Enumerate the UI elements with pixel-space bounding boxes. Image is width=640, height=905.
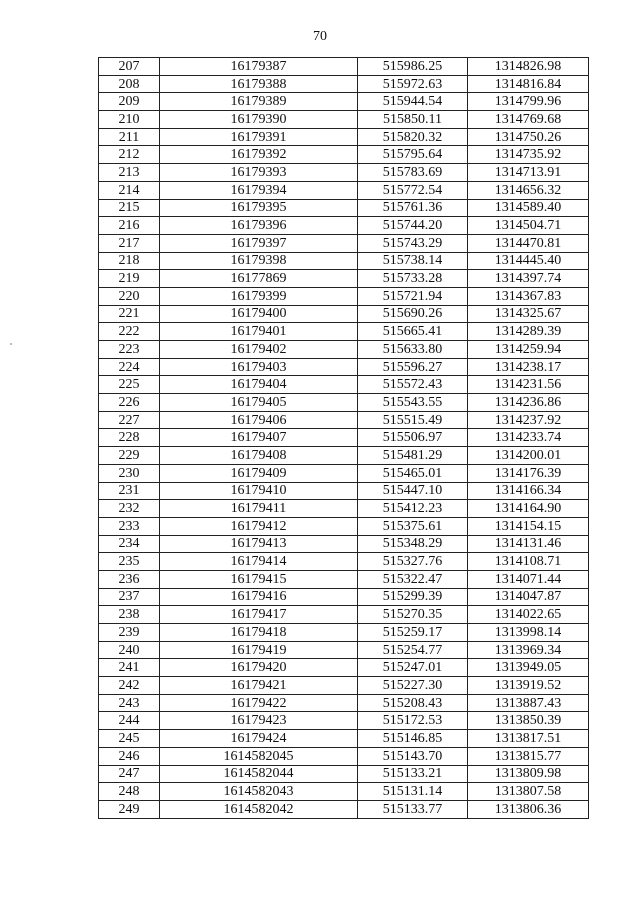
- row-index-cell: 249: [99, 800, 160, 818]
- y-coordinate-cell: 1314238.17: [468, 358, 589, 376]
- table-row: [99, 765, 589, 783]
- x-coordinate-cell: 515783.69: [358, 164, 468, 182]
- x-coordinate-cell: 515743.29: [358, 234, 468, 252]
- x-coordinate-cell: 515172.53: [358, 712, 468, 730]
- table-row: [99, 411, 589, 429]
- table-row: [99, 677, 589, 695]
- table-row: [99, 58, 589, 76]
- x-coordinate-cell: 515208.43: [358, 694, 468, 712]
- y-coordinate-cell: 1314131.46: [468, 535, 589, 553]
- y-coordinate-cell: 1314237.92: [468, 411, 589, 429]
- y-coordinate-cell: 1313887.43: [468, 694, 589, 712]
- y-coordinate-cell: 1314047.87: [468, 588, 589, 606]
- x-coordinate-cell: 515596.27: [358, 358, 468, 376]
- point-id-cell: 16179417: [160, 606, 358, 624]
- table-row: [99, 341, 589, 359]
- y-coordinate-cell: 1314200.01: [468, 447, 589, 465]
- table-row: [99, 553, 589, 571]
- row-index-cell: 213: [99, 164, 160, 182]
- table-row: [99, 358, 589, 376]
- point-id-cell: 16179405: [160, 394, 358, 412]
- point-id-cell: 16177869: [160, 270, 358, 288]
- point-id-cell: 16179413: [160, 535, 358, 553]
- point-id-cell: 16179398: [160, 252, 358, 270]
- table-row: [99, 641, 589, 659]
- point-id-cell: 16179403: [160, 358, 358, 376]
- point-id-cell: 16179410: [160, 482, 358, 500]
- y-coordinate-cell: 1314656.32: [468, 181, 589, 199]
- row-index-cell: 232: [99, 500, 160, 518]
- point-id-cell: 16179404: [160, 376, 358, 394]
- point-id-cell: 16179411: [160, 500, 358, 518]
- y-coordinate-cell: 1314259.94: [468, 341, 589, 359]
- y-coordinate-cell: 1313919.52: [468, 677, 589, 695]
- point-id-cell: 16179415: [160, 570, 358, 588]
- x-coordinate-cell: 515254.77: [358, 641, 468, 659]
- row-index-cell: 243: [99, 694, 160, 712]
- y-coordinate-cell: 1314071.44: [468, 570, 589, 588]
- y-coordinate-cell: 1314233.74: [468, 429, 589, 447]
- table-row: [99, 234, 589, 252]
- coordinates-table: [98, 57, 589, 819]
- point-id-cell: 16179422: [160, 694, 358, 712]
- row-index-cell: 209: [99, 93, 160, 111]
- table-row: [99, 730, 589, 748]
- y-coordinate-cell: 1313806.36: [468, 800, 589, 818]
- point-id-cell: 1614582044: [160, 765, 358, 783]
- point-id-cell: 16179406: [160, 411, 358, 429]
- table-row: [99, 394, 589, 412]
- row-index-cell: 239: [99, 624, 160, 642]
- point-id-cell: 16179392: [160, 146, 358, 164]
- x-coordinate-cell: 515721.94: [358, 287, 468, 305]
- row-index-cell: 215: [99, 199, 160, 217]
- table-row: [99, 111, 589, 129]
- y-coordinate-cell: 1314325.67: [468, 305, 589, 323]
- x-coordinate-cell: 515572.43: [358, 376, 468, 394]
- point-id-cell: 16179409: [160, 464, 358, 482]
- point-id-cell: 16179397: [160, 234, 358, 252]
- row-index-cell: 222: [99, 323, 160, 341]
- x-coordinate-cell: 515761.36: [358, 199, 468, 217]
- x-coordinate-cell: 515738.14: [358, 252, 468, 270]
- x-coordinate-cell: 515944.54: [358, 93, 468, 111]
- point-id-cell: 1614582045: [160, 747, 358, 765]
- table-row: [99, 252, 589, 270]
- row-index-cell: 225: [99, 376, 160, 394]
- point-id-cell: 16179395: [160, 199, 358, 217]
- point-id-cell: 16179407: [160, 429, 358, 447]
- point-id-cell: 16179423: [160, 712, 358, 730]
- point-id-cell: 16179400: [160, 305, 358, 323]
- row-index-cell: 227: [99, 411, 160, 429]
- x-coordinate-cell: 515227.30: [358, 677, 468, 695]
- y-coordinate-cell: 1314589.40: [468, 199, 589, 217]
- x-coordinate-cell: 515665.41: [358, 323, 468, 341]
- table-row: [99, 146, 589, 164]
- table-row: [99, 588, 589, 606]
- row-index-cell: 220: [99, 287, 160, 305]
- row-index-cell: 247: [99, 765, 160, 783]
- table-row: [99, 93, 589, 111]
- point-id-cell: 16179399: [160, 287, 358, 305]
- point-id-cell: 16179416: [160, 588, 358, 606]
- point-id-cell: 16179421: [160, 677, 358, 695]
- y-coordinate-cell: 1314166.34: [468, 482, 589, 500]
- row-index-cell: 217: [99, 234, 160, 252]
- row-index-cell: 214: [99, 181, 160, 199]
- x-coordinate-cell: 515733.28: [358, 270, 468, 288]
- point-id-cell: 1614582042: [160, 800, 358, 818]
- table-row: [99, 323, 589, 341]
- table-row: [99, 164, 589, 182]
- y-coordinate-cell: 1313809.98: [468, 765, 589, 783]
- table-row: [99, 606, 589, 624]
- y-coordinate-cell: 1314164.90: [468, 500, 589, 518]
- y-coordinate-cell: 1314504.71: [468, 217, 589, 235]
- table-row: [99, 75, 589, 93]
- x-coordinate-cell: 515772.54: [358, 181, 468, 199]
- y-coordinate-cell: 1314397.74: [468, 270, 589, 288]
- y-coordinate-cell: 1314816.84: [468, 75, 589, 93]
- point-id-cell: 16179418: [160, 624, 358, 642]
- row-index-cell: 216: [99, 217, 160, 235]
- y-coordinate-cell: 1314108.71: [468, 553, 589, 571]
- y-coordinate-cell: 1314231.56: [468, 376, 589, 394]
- row-index-cell: 212: [99, 146, 160, 164]
- y-coordinate-cell: 1313969.34: [468, 641, 589, 659]
- y-coordinate-cell: 1314470.81: [468, 234, 589, 252]
- row-index-cell: 230: [99, 464, 160, 482]
- point-id-cell: 16179412: [160, 517, 358, 535]
- table-body: [99, 58, 589, 819]
- y-coordinate-cell: 1313817.51: [468, 730, 589, 748]
- point-id-cell: 16179419: [160, 641, 358, 659]
- scan-speck: [10, 343, 12, 345]
- x-coordinate-cell: 515820.32: [358, 128, 468, 146]
- y-coordinate-cell: 1314022.65: [468, 606, 589, 624]
- table-row: [99, 287, 589, 305]
- point-id-cell: 16179393: [160, 164, 358, 182]
- table-row: [99, 694, 589, 712]
- x-coordinate-cell: 515247.01: [358, 659, 468, 677]
- row-index-cell: 244: [99, 712, 160, 730]
- x-coordinate-cell: 515515.49: [358, 411, 468, 429]
- row-index-cell: 210: [99, 111, 160, 129]
- table-row: [99, 199, 589, 217]
- table-row: [99, 747, 589, 765]
- point-id-cell: 16179401: [160, 323, 358, 341]
- point-id-cell: 16179402: [160, 341, 358, 359]
- table-row: [99, 624, 589, 642]
- y-coordinate-cell: 1314826.98: [468, 58, 589, 76]
- row-index-cell: 229: [99, 447, 160, 465]
- row-index-cell: 223: [99, 341, 160, 359]
- point-id-cell: 16179414: [160, 553, 358, 571]
- row-index-cell: 237: [99, 588, 160, 606]
- x-coordinate-cell: 515322.47: [358, 570, 468, 588]
- table-row: [99, 659, 589, 677]
- y-coordinate-cell: 1313815.77: [468, 747, 589, 765]
- x-coordinate-cell: 515506.97: [358, 429, 468, 447]
- row-index-cell: 231: [99, 482, 160, 500]
- x-coordinate-cell: 515481.29: [358, 447, 468, 465]
- table-row: [99, 376, 589, 394]
- x-coordinate-cell: 515447.10: [358, 482, 468, 500]
- row-index-cell: 238: [99, 606, 160, 624]
- x-coordinate-cell: 515133.77: [358, 800, 468, 818]
- x-coordinate-cell: 515259.17: [358, 624, 468, 642]
- x-coordinate-cell: 515850.11: [358, 111, 468, 129]
- y-coordinate-cell: 1314750.26: [468, 128, 589, 146]
- point-id-cell: 16179390: [160, 111, 358, 129]
- y-coordinate-cell: 1314799.96: [468, 93, 589, 111]
- table-row: [99, 783, 589, 801]
- x-coordinate-cell: 515412.23: [358, 500, 468, 518]
- row-index-cell: 235: [99, 553, 160, 571]
- table-row: [99, 517, 589, 535]
- table-row: [99, 500, 589, 518]
- x-coordinate-cell: 515133.21: [358, 765, 468, 783]
- table-row: [99, 429, 589, 447]
- point-id-cell: 16179396: [160, 217, 358, 235]
- y-coordinate-cell: 1314176.39: [468, 464, 589, 482]
- row-index-cell: 207: [99, 58, 160, 76]
- x-coordinate-cell: 515972.63: [358, 75, 468, 93]
- table-row: [99, 447, 589, 465]
- x-coordinate-cell: 515744.20: [358, 217, 468, 235]
- x-coordinate-cell: 515299.39: [358, 588, 468, 606]
- table-row: [99, 305, 589, 323]
- x-coordinate-cell: 515375.61: [358, 517, 468, 535]
- x-coordinate-cell: 515327.76: [358, 553, 468, 571]
- x-coordinate-cell: 515270.35: [358, 606, 468, 624]
- x-coordinate-cell: 515986.25: [358, 58, 468, 76]
- point-id-cell: 1614582043: [160, 783, 358, 801]
- y-coordinate-cell: 1314445.40: [468, 252, 589, 270]
- row-index-cell: 224: [99, 358, 160, 376]
- table-row: [99, 800, 589, 818]
- x-coordinate-cell: 515633.80: [358, 341, 468, 359]
- table-row: [99, 217, 589, 235]
- point-id-cell: 16179424: [160, 730, 358, 748]
- table-row: [99, 535, 589, 553]
- row-index-cell: 221: [99, 305, 160, 323]
- y-coordinate-cell: 1314367.83: [468, 287, 589, 305]
- x-coordinate-cell: 515465.01: [358, 464, 468, 482]
- x-coordinate-cell: 515690.26: [358, 305, 468, 323]
- y-coordinate-cell: 1314769.68: [468, 111, 589, 129]
- point-id-cell: 16179391: [160, 128, 358, 146]
- table-row: [99, 570, 589, 588]
- point-id-cell: 16179388: [160, 75, 358, 93]
- y-coordinate-cell: 1313998.14: [468, 624, 589, 642]
- row-index-cell: 208: [99, 75, 160, 93]
- point-id-cell: 16179420: [160, 659, 358, 677]
- table-row: [99, 482, 589, 500]
- y-coordinate-cell: 1314713.91: [468, 164, 589, 182]
- table-row: [99, 270, 589, 288]
- row-index-cell: 241: [99, 659, 160, 677]
- row-index-cell: 218: [99, 252, 160, 270]
- page-number: 70: [313, 29, 327, 44]
- y-coordinate-cell: 1314289.39: [468, 323, 589, 341]
- y-coordinate-cell: 1313850.39: [468, 712, 589, 730]
- row-index-cell: 228: [99, 429, 160, 447]
- x-coordinate-cell: 515543.55: [358, 394, 468, 412]
- row-index-cell: 233: [99, 517, 160, 535]
- table-row: [99, 181, 589, 199]
- y-coordinate-cell: 1313949.05: [468, 659, 589, 677]
- row-index-cell: 226: [99, 394, 160, 412]
- y-coordinate-cell: 1313807.58: [468, 783, 589, 801]
- table-row: [99, 464, 589, 482]
- x-coordinate-cell: 515131.14: [358, 783, 468, 801]
- point-id-cell: 16179389: [160, 93, 358, 111]
- table-row: [99, 712, 589, 730]
- row-index-cell: 236: [99, 570, 160, 588]
- point-id-cell: 16179408: [160, 447, 358, 465]
- row-index-cell: 240: [99, 641, 160, 659]
- x-coordinate-cell: 515795.64: [358, 146, 468, 164]
- row-index-cell: 234: [99, 535, 160, 553]
- point-id-cell: 16179387: [160, 58, 358, 76]
- y-coordinate-cell: 1314236.86: [468, 394, 589, 412]
- row-index-cell: 248: [99, 783, 160, 801]
- y-coordinate-cell: 1314154.15: [468, 517, 589, 535]
- row-index-cell: 242: [99, 677, 160, 695]
- row-index-cell: 219: [99, 270, 160, 288]
- row-index-cell: 211: [99, 128, 160, 146]
- x-coordinate-cell: 515143.70: [358, 747, 468, 765]
- row-index-cell: 246: [99, 747, 160, 765]
- row-index-cell: 245: [99, 730, 160, 748]
- x-coordinate-cell: 515348.29: [358, 535, 468, 553]
- point-id-cell: 16179394: [160, 181, 358, 199]
- table-row: [99, 128, 589, 146]
- x-coordinate-cell: 515146.85: [358, 730, 468, 748]
- y-coordinate-cell: 1314735.92: [468, 146, 589, 164]
